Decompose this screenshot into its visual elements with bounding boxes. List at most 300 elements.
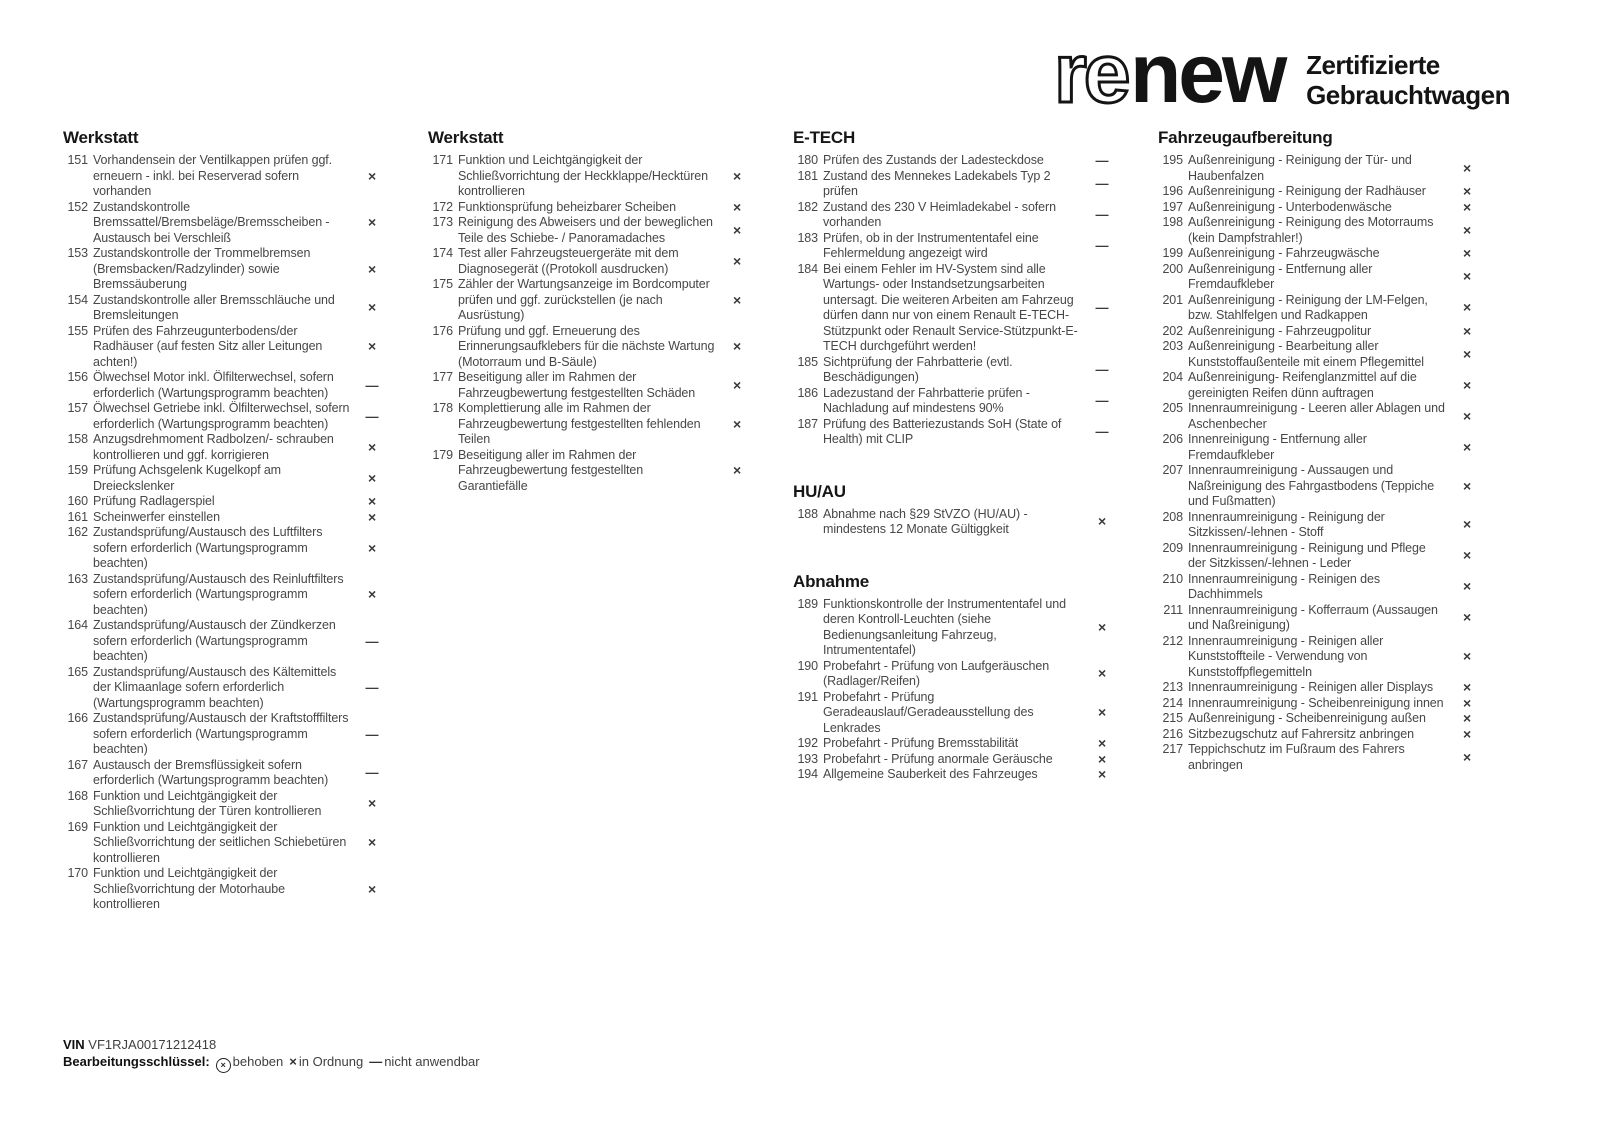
status-mark: × [1462, 221, 1472, 238]
status-mark: × [1462, 679, 1472, 695]
checklist-item [63, 572, 393, 619]
item-text: Zustand des Mennekes Ladekabels Typ 2 prüfen [823, 168, 1051, 198]
item-number: 208 [1162, 509, 1183, 524]
item-number: 178 [432, 401, 453, 415]
item-text: Zähler der Wartungsanzeige im Bordcomputer prüfen und ggf. zurückstellen (je nach Ausrüstung) [458, 277, 710, 322]
status-mark: — [365, 765, 379, 781]
checklist-item [793, 752, 1123, 768]
item-text: Außenreinigung - Bearbeitung aller Kunststoffaußenteile mit einem Pflegemittel [1188, 339, 1424, 369]
checklist-columns [63, 128, 1488, 913]
item-number: 188 [797, 506, 818, 521]
checklist-item [793, 659, 1123, 690]
item-text: Probefahrt - Prüfung von Laufgeräuschen (Radlager/Reifen) [823, 658, 1050, 688]
status-mark: × [1462, 268, 1472, 285]
checklist-item [793, 169, 1123, 200]
status-mark: — [1095, 153, 1109, 168]
item-number: 187 [797, 416, 818, 431]
item-text: Reinigung des Abweisers und der beweglichen Teile des Schiebe- / Panoramadaches [458, 215, 713, 245]
footer [63, 1036, 480, 1073]
item-text: Außenreinigung - Fahrzeugpolitur [1188, 323, 1372, 338]
item-number: 216 [1162, 726, 1183, 741]
item-text: Prüfung Radlagerspiel [93, 494, 215, 508]
checklist-item [1158, 463, 1488, 510]
item-text: Austausch der Bremsflüssigkeit sofern erforderlich (Wartungsprogramm beachten) [93, 757, 329, 787]
legend-item [289, 1054, 363, 1069]
item-text: Abnahme nach §29 StVZO (HU/AU) - mindestens 12 Monate Gültiggkeit [823, 506, 1028, 536]
status-mark: × [1097, 513, 1107, 530]
checklist-item [1158, 339, 1488, 370]
checklist-section [793, 128, 1123, 448]
item-text: Beseitigung aller im Rahmen der Fahrzeugbewertung festgestellten Garantiefälle [458, 447, 644, 493]
item-text: Ölwechsel Getriebe inkl. Ölfilterwechsel, sofern erforderlich (Wartungsprogramm beachten) [93, 401, 350, 431]
item-number: 151 [67, 153, 88, 167]
item-number: 160 [67, 494, 88, 508]
dash-icon: — [369, 1054, 383, 1069]
checklist-item [793, 597, 1123, 659]
status-mark: × [1462, 710, 1472, 726]
status-mark: × [367, 299, 377, 316]
status-mark: × [1462, 694, 1472, 711]
checklist-item [793, 153, 1123, 169]
item-text: Funktionsprüfung beheizbarer Scheiben [458, 199, 676, 214]
status-mark: × [367, 493, 377, 509]
checklist-item [1158, 246, 1488, 262]
checklist-item [428, 324, 758, 371]
checklist-item [63, 494, 393, 510]
item-number: 171 [432, 153, 453, 167]
status-mark: × [1097, 618, 1107, 635]
item-text: Vorhandensein der Ventilkappen prüfen ggf. erneuern - inkl. bei Reserverad sofern vorhanden [93, 153, 333, 198]
status-mark: × [1097, 665, 1107, 682]
item-number: 193 [797, 751, 818, 766]
item-number: 204 [1162, 370, 1183, 384]
status-mark: — [365, 633, 379, 649]
item-text: Außenreinigung - Reinigung der Radhäuser [1188, 184, 1426, 198]
item-number: 207 [1162, 463, 1183, 477]
checklist-item [1158, 200, 1488, 216]
vin-label: VIN [63, 1037, 85, 1052]
status-mark: × [732, 338, 742, 354]
item-number: 189 [797, 596, 818, 611]
item-text: Funktion und Leichtgängigkeit der Schließvorrichtung der Heckklappe/Hecktüren kontrollieren [458, 153, 708, 198]
item-number: 182 [797, 199, 818, 214]
checklist-column [793, 128, 1123, 913]
status-mark: × [1462, 648, 1472, 664]
item-number: 180 [797, 153, 818, 167]
legend-item [369, 1054, 479, 1069]
checklist-item [1158, 603, 1488, 634]
checklist-item [1158, 696, 1488, 712]
checklist-section [1158, 128, 1488, 773]
item-number: 162 [67, 525, 88, 539]
renew-wordmark-icon [1052, 34, 1292, 114]
item-text: Innenreinigung - Entfernung aller Fremdaufkleber [1188, 432, 1367, 462]
item-number: 157 [67, 401, 88, 415]
checklist-item [428, 153, 758, 200]
status-mark: × [1462, 407, 1472, 424]
item-text: Prüfen des Zustands der Ladesteckdose [823, 153, 1044, 167]
item-text: Innenraumreinigung - Aussaugen und Naßreinigung des Fahrgastbodens (Teppiche und Fußmatten) [1188, 463, 1435, 508]
item-number: 185 [797, 354, 818, 369]
logo-tagline-line1: Zertifizierte [1306, 50, 1440, 81]
section-title: E-TECH [793, 128, 856, 147]
item-number: 176 [432, 323, 453, 338]
checklist-item [793, 262, 1123, 355]
item-text: Innenraumreinigung - Reinigen aller Kunststoffteile - Verwendung von Kunststoffpflegemitteln [1188, 633, 1384, 679]
status-mark: × [732, 198, 742, 215]
checklist-item [1158, 293, 1488, 324]
section-title: HU/AU [793, 481, 846, 501]
checklist-item [1158, 510, 1488, 541]
status-mark: — [365, 377, 379, 393]
status-mark: × [367, 586, 377, 602]
item-number: 198 [1162, 215, 1183, 229]
x-in-circle-icon: × [216, 1058, 231, 1073]
item-number: 165 [67, 664, 88, 679]
checklist-item [1158, 541, 1488, 572]
checklist-item [63, 324, 393, 371]
status-mark: × [732, 252, 742, 269]
item-text: Funktion und Leichtgängigkeit der Schließvorrichtung der seitlichen Schiebetüren kontrollieren [93, 819, 347, 865]
x-icon: × [289, 1054, 297, 1069]
status-mark: × [1462, 547, 1472, 564]
item-number: 211 [1163, 602, 1183, 617]
item-number: 168 [67, 788, 88, 803]
item-number: 210 [1162, 571, 1183, 586]
status-mark: × [1462, 477, 1472, 494]
item-number: 203 [1162, 339, 1183, 353]
checklist-item [63, 200, 393, 247]
checklist-item [63, 866, 393, 913]
status-mark: × [367, 834, 377, 850]
legend-item-text: nicht anwendbar [384, 1054, 480, 1069]
checklist-item [793, 200, 1123, 231]
checklist-item [1158, 727, 1488, 743]
item-number: 167 [67, 757, 88, 772]
checklist-item [1158, 401, 1488, 432]
item-text: Innenraumreinigung - Scheibenreinigung innen [1188, 695, 1444, 710]
item-text: Sichtprüfung der Fahrbatterie (evtl. Beschädigungen) [823, 354, 1013, 384]
item-number: 202 [1162, 323, 1183, 338]
item-text: Scheinwerfer einstellen [93, 509, 220, 524]
checklist-item [793, 386, 1123, 417]
status-mark: × [1462, 725, 1472, 742]
checklist-item [793, 417, 1123, 448]
status-mark: × [1462, 299, 1472, 316]
checklist-item [63, 153, 393, 200]
item-text: Innenraumreinigung - Reinigen aller Displays [1188, 680, 1434, 694]
item-text: Zustandsprüfung/Austausch der Kraftstofffilters sofern erforderlich (Wartungsprogramm beachten) [93, 711, 349, 756]
item-text: Zustandsprüfung/Austausch der Zündkerzen sofern erforderlich (Wartungsprogramm beachten) [93, 618, 336, 663]
checklist-item [63, 711, 393, 758]
status-mark: — [1095, 362, 1109, 378]
logo-tagline-line2: Gebrauchtwagen [1306, 79, 1510, 110]
item-number: 212 [1162, 633, 1183, 648]
legend-item-text: behoben [232, 1054, 284, 1069]
item-number: 179 [432, 447, 453, 462]
item-text: Test aller Fahrzeugsteuergeräte mit dem Diagnosegerät ((Protokoll ausdrucken) [458, 246, 679, 276]
item-number: 177 [432, 370, 453, 384]
item-text: Zustandsprüfung/Austausch des Reinluftfilters sofern erforderlich (Wartungsprogramm beachten) [93, 571, 344, 617]
item-number: 170 [67, 866, 88, 880]
status-mark: × [1462, 245, 1472, 261]
status-mark: × [367, 469, 377, 486]
legend-item [216, 1054, 284, 1069]
item-text: Außenreinigung- Reifenglanzmittel auf die gereinigten Reifen dünn auftragen [1188, 370, 1417, 400]
item-number: 155 [67, 323, 88, 338]
item-text: Außenreinigung - Unterbodenwäsche [1188, 199, 1392, 214]
item-text: Probefahrt - Prüfung Bremsstabilität [823, 736, 1019, 750]
item-text: Komplettierung alle im Rahmen der Fahrzeugbewertung festgestellten fehlenden Teilen [458, 401, 701, 446]
item-text: Allgemeine Sauberkeit des Fahrzeuges [823, 767, 1038, 781]
item-number: 159 [67, 463, 88, 477]
item-number: 195 [1162, 153, 1183, 167]
status-mark: — [1095, 393, 1109, 409]
checklist-item [428, 370, 758, 401]
item-text: Innenraumreinigung - Leeren aller Ablagen und Aschenbecher [1188, 401, 1445, 431]
legend-items [210, 1054, 480, 1069]
status-mark: — [1095, 207, 1109, 223]
checklist-item [1158, 634, 1488, 681]
checklist-item [63, 820, 393, 867]
item-text: Probefahrt - Prüfung anormale Geräusche [823, 751, 1053, 766]
checklist-item [1158, 432, 1488, 463]
item-text: Außenreinigung - Reinigung der LM-Felgen, bzw. Stahlfelgen und Radkappen [1188, 292, 1428, 322]
status-mark: × [1462, 438, 1472, 455]
item-number: 200 [1162, 261, 1183, 276]
status-mark: × [732, 291, 742, 308]
status-mark: × [367, 539, 377, 556]
item-text: Außenreinigung - Reinigung der Tür- und Haubenfalzen [1188, 153, 1412, 183]
checklist-item [1158, 742, 1488, 773]
checklist-item [1158, 711, 1488, 727]
item-number: 172 [432, 199, 453, 214]
item-text: Anzugsdrehmoment Radbolzen/- schrauben kontrollieren und ggf. korrigieren [93, 432, 334, 462]
item-text: Zustandskontrolle aller Bremsschläuche und Bremsleitungen [93, 292, 335, 322]
checklist-item [428, 200, 758, 216]
checklist-item [1158, 572, 1488, 603]
status-mark: — [365, 726, 379, 742]
checklist-item [63, 789, 393, 820]
checklist-item [63, 401, 393, 432]
checklist-item [428, 401, 758, 448]
checklist-column [1158, 128, 1488, 913]
checklist-section [428, 128, 758, 494]
item-text: Zustandsprüfung/Austausch des Kältemittels der Klimaanlage sofern erforderlich (Wartungsprogramm beachten) [93, 664, 337, 710]
checklist-item [63, 758, 393, 789]
item-number: 173 [432, 215, 453, 229]
checklist-item [63, 432, 393, 463]
legend-label: Bearbeitungsschlüssel: [63, 1054, 210, 1069]
item-number: 209 [1162, 540, 1183, 555]
checklist-item [428, 277, 758, 324]
status-mark: × [1462, 516, 1472, 533]
status-mark: × [367, 167, 377, 184]
section-title: Werkstatt [428, 128, 504, 147]
item-number: 152 [67, 199, 88, 214]
checklist-item [793, 736, 1123, 752]
item-text: Prüfung und ggf. Erneuerung des Erinnerungsaufklebers für die nächste Wartung (Motorraum und B-Säule) [458, 323, 715, 369]
checklist-item [793, 231, 1123, 262]
status-mark: × [1097, 704, 1107, 720]
checklist-item [63, 293, 393, 324]
checklist-section [63, 128, 393, 913]
vin-line [63, 1036, 480, 1053]
status-mark: — [1095, 300, 1109, 316]
checklist-item [793, 690, 1123, 737]
item-number: 158 [67, 432, 88, 446]
item-text: Probefahrt - Prüfung Geradeauslauf/Geradeausstellung des Lenkrades [823, 689, 1034, 735]
item-number: 169 [67, 819, 88, 834]
item-number: 196 [1162, 184, 1183, 198]
item-text: Außenreinigung - Fahrzeugwäsche [1188, 246, 1380, 260]
item-number: 213 [1162, 680, 1183, 694]
item-number: 153 [67, 246, 88, 260]
item-number: 191 [797, 689, 818, 704]
status-mark: — [1095, 176, 1109, 192]
item-text: Zustandskontrolle der Trommelbremsen (Bremsbacken/Radzylinder) sowie Bremssäuberung [93, 246, 311, 291]
item-number: 161 [67, 509, 88, 524]
item-number: 190 [797, 658, 818, 673]
section-title: Abnahme [793, 571, 870, 591]
legend-item-text: in Ordnung [298, 1054, 364, 1069]
status-mark: × [367, 508, 377, 525]
checklist-item [1158, 153, 1488, 184]
item-number: 166 [67, 711, 88, 725]
item-number: 156 [67, 370, 88, 384]
item-number: 201 [1162, 292, 1183, 307]
status-mark: × [1462, 159, 1472, 176]
item-number: 217 [1162, 742, 1183, 756]
item-text: Ölwechsel Motor inkl. Ölfilterwechsel, sofern erforderlich (Wartungsprogramm beachten) [93, 370, 334, 400]
checklist-section [793, 572, 1123, 783]
item-text: Prüfen des Fahrzeugunterbodens/der Radhäuser (auf festen Sitz aller Leitungen achten!) [93, 323, 323, 369]
vin-value: VF1RJA00171212418 [88, 1037, 217, 1052]
item-text: Innenraumreinigung - Reinigung der Sitzkissen/-lehnen - Stoff [1188, 509, 1385, 539]
checklist-item [428, 246, 758, 277]
item-text: Prüfung des Batteriezustands SoH (State of Health) mit CLIP [823, 416, 1062, 446]
status-mark: × [732, 415, 742, 432]
checklist-item [63, 463, 393, 494]
status-mark: × [367, 260, 377, 277]
item-number: 163 [67, 571, 88, 586]
item-text: Funktionskontrolle der Instrumententafel und deren Kontroll-Leuchten (siehe Bedienungsanleitung Fahrzeug, Intrumententafel) [823, 596, 1066, 657]
checklist-item [1158, 262, 1488, 293]
status-mark: × [367, 438, 377, 455]
status-mark: × [367, 880, 377, 897]
status-mark: × [1462, 609, 1472, 626]
item-number: 214 [1162, 695, 1183, 710]
status-mark: — [365, 408, 379, 424]
item-text: Außenreinigung - Scheibenreinigung außen [1188, 711, 1426, 725]
item-number: 174 [432, 246, 453, 260]
status-mark: — [1095, 424, 1109, 440]
item-text: Teppichschutz im Fußraum des Fahrers anbringen [1188, 742, 1405, 772]
status-mark: × [1462, 198, 1472, 215]
renew-logo [1052, 34, 1510, 114]
item-number: 206 [1162, 432, 1183, 446]
status-mark: × [732, 221, 742, 238]
checklist-item [63, 246, 393, 293]
item-number: 215 [1162, 711, 1183, 725]
checklist-item [793, 767, 1123, 783]
checklist-item [63, 618, 393, 665]
item-number: 197 [1162, 199, 1183, 214]
status-mark: × [1462, 376, 1472, 393]
status-mark: × [1462, 345, 1472, 362]
item-number: 192 [797, 736, 818, 750]
section-title: Fahrzeugaufbereitung [1158, 128, 1333, 147]
checklist-item [63, 510, 393, 526]
status-mark: — [1095, 238, 1109, 254]
item-number: 164 [67, 618, 88, 632]
status-mark: × [732, 167, 742, 184]
status-mark: × [1097, 735, 1107, 751]
status-mark: × [367, 795, 377, 812]
item-text: Außenreinigung - Entfernung aller Fremdaufkleber [1188, 261, 1373, 291]
item-text: Beseitigung aller im Rahmen der Fahrzeugbewertung festgestellten Schäden [458, 370, 696, 400]
item-text: Bei einem Fehler im HV-System sind alle Wartungs- oder Instandsetzungsarbeiten untersagt. Die weiteren Arbeiten am Fahrzeug dürfen dann nur von einem Renault E-TECH-Stützpunkt oder Renault Service-Stützpunkt-E-TECH durchgeführt werden! [823, 261, 1078, 353]
item-number: 175 [432, 277, 453, 291]
checklist-item [428, 448, 758, 495]
logo-tagline [1306, 51, 1510, 114]
item-number: 199 [1162, 246, 1183, 260]
checklist-item [428, 215, 758, 246]
item-text: Prüfung Achsgelenk Kugelkopf am Dreieckslenker [93, 463, 281, 493]
checklist-item [1158, 215, 1488, 246]
item-text: Zustand des 230 V Heimladekabel - sofern vorhanden [823, 199, 1056, 229]
item-text: Ladezustand der Fahrbatterie prüfen - Nachladung auf mindestens 90% [823, 385, 1030, 415]
item-number: 186 [797, 385, 818, 400]
checklist-item [793, 507, 1123, 538]
checklist-item [1158, 680, 1488, 696]
checklist-item [1158, 324, 1488, 340]
item-number: 184 [797, 261, 818, 276]
status-mark: × [1097, 750, 1107, 767]
item-text: Innenraumreinigung - Reinigen des Dachhimmels [1188, 571, 1380, 601]
checklist-column [63, 128, 393, 913]
item-text: Innenraumreinigung - Kofferraum (Aussaugen und Naßreinigung) [1188, 602, 1438, 632]
item-number: 194 [797, 767, 818, 781]
item-number: 205 [1162, 401, 1183, 415]
item-text: Funktion und Leichtgängigkeit der Schließvorrichtung der Motorhaube kontrollieren [93, 866, 285, 911]
status-mark: × [1097, 766, 1107, 782]
checklist-item [63, 665, 393, 712]
status-mark: — [365, 680, 379, 695]
status-mark: × [1462, 578, 1472, 595]
checklist-item [1158, 370, 1488, 401]
item-number: 181 [797, 168, 818, 183]
status-mark: × [1462, 748, 1472, 765]
item-text: Innenraumreinigung - Reinigung und Pflege der Sitzkissen/-lehnen - Leder [1188, 540, 1426, 570]
status-mark: × [1462, 322, 1472, 339]
legend-line [63, 1053, 480, 1073]
checklist-section [793, 482, 1123, 538]
status-mark: × [367, 338, 377, 354]
status-mark: × [732, 376, 742, 393]
checklist-item [63, 370, 393, 401]
item-text: Außenreinigung - Reinigung des Motorraums (kein Dampfstrahler!) [1188, 215, 1434, 245]
item-number: 154 [67, 292, 88, 307]
item-text: Prüfen, ob in der Instrumententafel eine Fehlermeldung angezeigt wird [823, 230, 1039, 260]
section-title: Werkstatt [63, 128, 139, 147]
item-text: Sitzbezugschutz auf Fahrersitz anbringen [1188, 726, 1414, 741]
item-text: Funktion und Leichtgängigkeit der Schließvorrichtung der Türen kontrollieren [93, 788, 322, 818]
status-mark: × [732, 462, 742, 478]
checklist-column [428, 128, 758, 913]
item-text: Zustandskontrolle Bremssattel/Bremsbeläge/Bremsscheiben - Austausch bei Verschleiß [93, 199, 330, 245]
logo-new-solid: new [1130, 34, 1285, 114]
